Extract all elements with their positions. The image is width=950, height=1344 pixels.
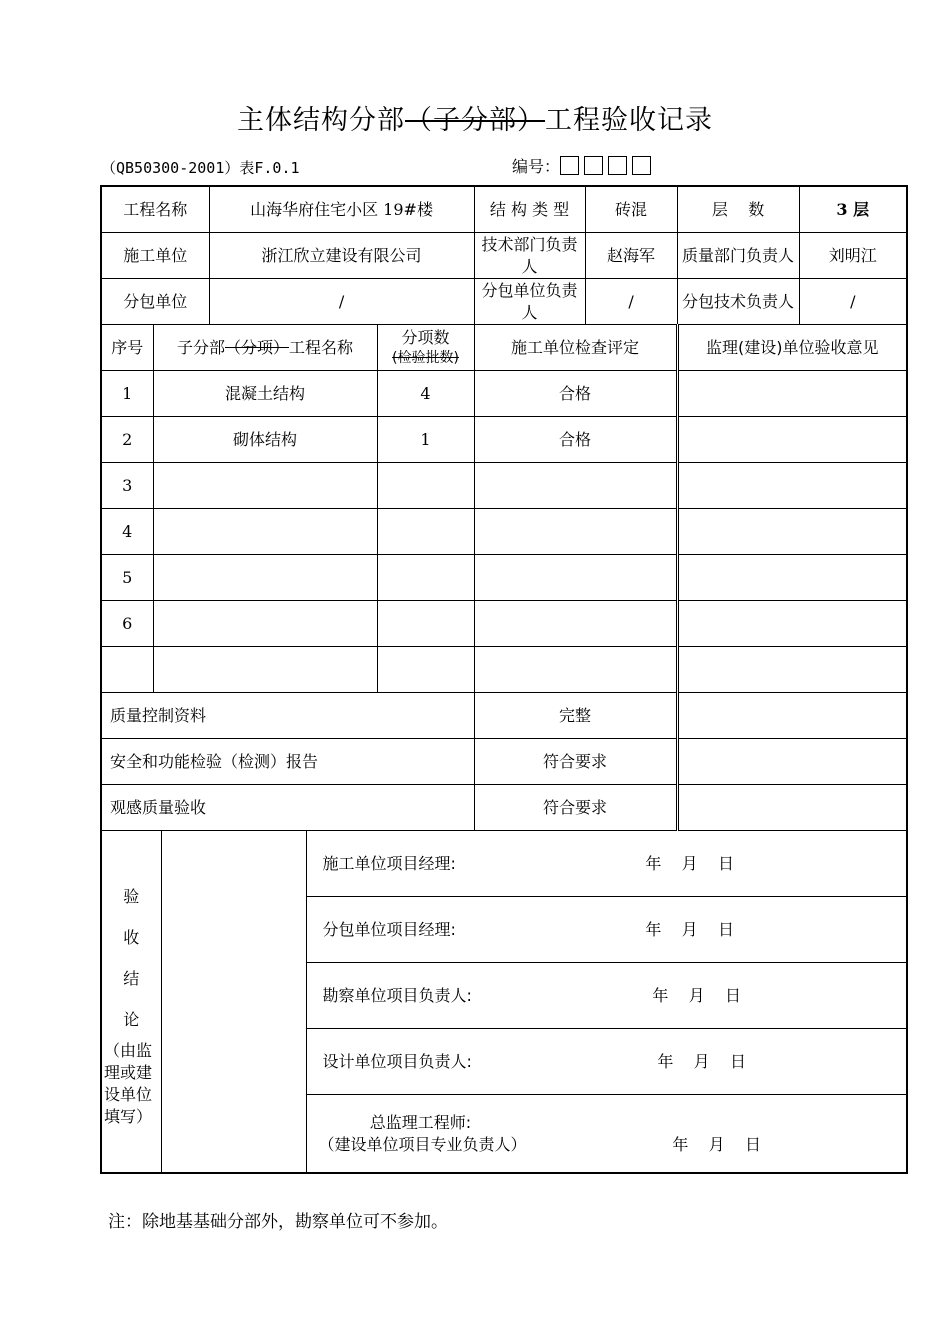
row-name[interactable]	[153, 509, 377, 555]
signature-row	[306, 897, 906, 963]
signature-row	[306, 831, 906, 897]
sub-contractor-label: 分包单位	[101, 279, 209, 325]
row-name[interactable]: 砌体结构	[153, 417, 377, 463]
title-part2: 工程验收记录	[545, 105, 713, 136]
sub-tech-resp-value[interactable]: /	[799, 279, 907, 325]
row-count[interactable]	[377, 647, 474, 693]
signature-row	[306, 963, 906, 1029]
table-row	[101, 463, 907, 509]
check-row	[101, 785, 907, 831]
header-row-subcontractor	[101, 279, 907, 325]
check-value[interactable]: 符合要求	[474, 785, 677, 831]
contractor-value[interactable]: 浙江欣立建设有限公司	[209, 233, 474, 279]
row-count[interactable]: 4	[377, 371, 474, 417]
structure-type-label: 结 构 类 型	[474, 186, 585, 233]
check-row	[101, 693, 907, 739]
conclusion-char: 论	[123, 1009, 140, 1029]
header-row-project	[101, 186, 907, 233]
row-seq: 4	[101, 509, 153, 555]
signature-row	[306, 1095, 906, 1173]
table-row	[101, 417, 907, 463]
check-opinion[interactable]	[677, 693, 907, 739]
row-opinion[interactable]	[677, 371, 907, 417]
floors-label: 层 数	[677, 186, 799, 233]
check-label: 观感质量验收	[101, 785, 474, 831]
conclusion-char: 结	[123, 968, 140, 988]
row-count[interactable]	[377, 601, 474, 647]
row-opinion[interactable]	[677, 601, 907, 647]
row-name[interactable]	[153, 463, 377, 509]
signature-date[interactable]: 年 月 日	[672, 1134, 762, 1154]
table-row	[101, 555, 907, 601]
floors-value[interactable]: 3 层	[799, 186, 907, 233]
signature-label: 施工单位项目经理:	[322, 853, 456, 873]
sub-unit-resp-value[interactable]: /	[585, 279, 677, 325]
title-part1: 主体结构分部	[237, 105, 405, 136]
project-name-value[interactable]: 山海华府住宅小区 19#楼	[209, 186, 474, 233]
row-opinion[interactable]	[677, 647, 907, 693]
tech-dept-label: 技术部门负责人	[474, 233, 585, 279]
col-contractor-eval: 施工单位检查评定	[474, 325, 677, 371]
row-eval[interactable]: 合格	[474, 371, 677, 417]
conclusion-section	[101, 831, 907, 1174]
check-label: 安全和功能检验（检测）报告	[101, 739, 474, 785]
check-opinion[interactable]	[677, 739, 907, 785]
row-eval[interactable]	[474, 509, 677, 555]
check-opinion[interactable]	[677, 785, 907, 831]
row-count[interactable]	[377, 555, 474, 601]
row-opinion[interactable]	[677, 509, 907, 555]
row-seq: 6	[101, 601, 153, 647]
row-opinion[interactable]	[677, 463, 907, 509]
conclusion-char: 验	[123, 886, 140, 906]
signature-date[interactable]: 年 月 日	[645, 919, 735, 939]
number-box[interactable]	[584, 156, 603, 175]
signature-label: 总监理工程师:	[369, 1112, 472, 1132]
sub-tech-resp-label: 分包技术负责人	[677, 279, 799, 325]
row-name[interactable]	[153, 647, 377, 693]
page-title	[0, 98, 950, 137]
contractor-label: 施工单位	[101, 233, 209, 279]
sub-contractor-value[interactable]: /	[209, 279, 474, 325]
signature-label: 分包单位项目经理:	[322, 919, 456, 939]
table-row	[101, 509, 907, 555]
acceptance-form	[100, 185, 908, 1174]
number-box[interactable]	[632, 156, 651, 175]
number-field	[512, 154, 656, 177]
table-row	[101, 601, 907, 647]
signature-date[interactable]: 年 月 日	[657, 1051, 747, 1071]
row-eval[interactable]	[474, 647, 677, 693]
column-header-row	[101, 325, 907, 371]
row-seq: 5	[101, 555, 153, 601]
signature-row	[306, 1029, 906, 1095]
signature-label-sub: （建设单位项目专业负责人）	[318, 1134, 527, 1154]
row-seq	[101, 647, 153, 693]
row-count[interactable]: 1	[377, 417, 474, 463]
header-row-contractor	[101, 233, 907, 279]
sub-unit-resp-label: 分包单位负责人	[474, 279, 585, 325]
conclusion-container	[101, 831, 907, 1174]
row-eval[interactable]	[474, 463, 677, 509]
col-name-part1: 子分部	[176, 337, 225, 357]
table-row	[101, 647, 907, 693]
signature-table	[102, 831, 906, 1172]
standard-code: （QB50300-2001）表F.0.1	[101, 159, 300, 177]
number-box[interactable]	[608, 156, 627, 175]
title-strike: （子分部）	[405, 105, 545, 136]
signature-label: 设计单位项目负责人:	[322, 1051, 472, 1071]
footnote: 注：除地基基础分部外，勘察单位可不参加。	[108, 1212, 448, 1232]
row-count[interactable]	[377, 509, 474, 555]
signature-date[interactable]: 年 月 日	[652, 985, 742, 1005]
check-row	[101, 739, 907, 785]
col-count	[377, 325, 474, 371]
row-eval[interactable]: 合格	[474, 417, 677, 463]
col-seq: 序号	[101, 325, 153, 371]
row-name[interactable]: 混凝土结构	[153, 371, 377, 417]
check-label: 质量控制资料	[101, 693, 474, 739]
row-name[interactable]	[153, 601, 377, 647]
row-seq: 3	[101, 463, 153, 509]
row-eval[interactable]	[474, 555, 677, 601]
row-eval[interactable]	[474, 601, 677, 647]
row-seq: 2	[101, 417, 153, 463]
signature-label: 勘察单位项目负责人:	[322, 985, 472, 1005]
quality-dept-value[interactable]: 刘明江	[799, 233, 907, 279]
conclusion-char: 收	[123, 927, 140, 947]
col-count-line1: 分项数	[401, 328, 450, 348]
col-name	[153, 325, 377, 371]
number-label: 编号：	[512, 157, 561, 176]
structure-type-value[interactable]: 砖混	[585, 186, 677, 233]
row-count[interactable]	[377, 463, 474, 509]
check-value[interactable]: 符合要求	[474, 739, 677, 785]
row-seq: 1	[101, 371, 153, 417]
conclusion-note: （由监理或建设单位填写）	[104, 1040, 153, 1126]
col-count-line2: (检验批数)	[392, 349, 459, 366]
project-name-label: 工程名称	[101, 186, 209, 233]
row-opinion[interactable]	[677, 417, 907, 463]
number-box[interactable]	[560, 156, 579, 175]
conclusion-vertical-label	[102, 831, 161, 1172]
quality-dept-label: 质量部门负责人	[677, 233, 799, 279]
row-opinion[interactable]	[677, 555, 907, 601]
check-value[interactable]: 完整	[474, 693, 677, 739]
tech-dept-value[interactable]: 赵海军	[585, 233, 677, 279]
col-supervisor-opinion: 监理(建设)单位验收意见	[677, 325, 907, 371]
row-name[interactable]	[153, 555, 377, 601]
signature-date[interactable]: 年 月 日	[645, 853, 735, 873]
conclusion-input[interactable]	[161, 831, 306, 1172]
col-name-part2: 工程名称	[289, 337, 354, 357]
table-row	[101, 371, 907, 417]
col-name-strike: （分项）	[225, 337, 290, 357]
